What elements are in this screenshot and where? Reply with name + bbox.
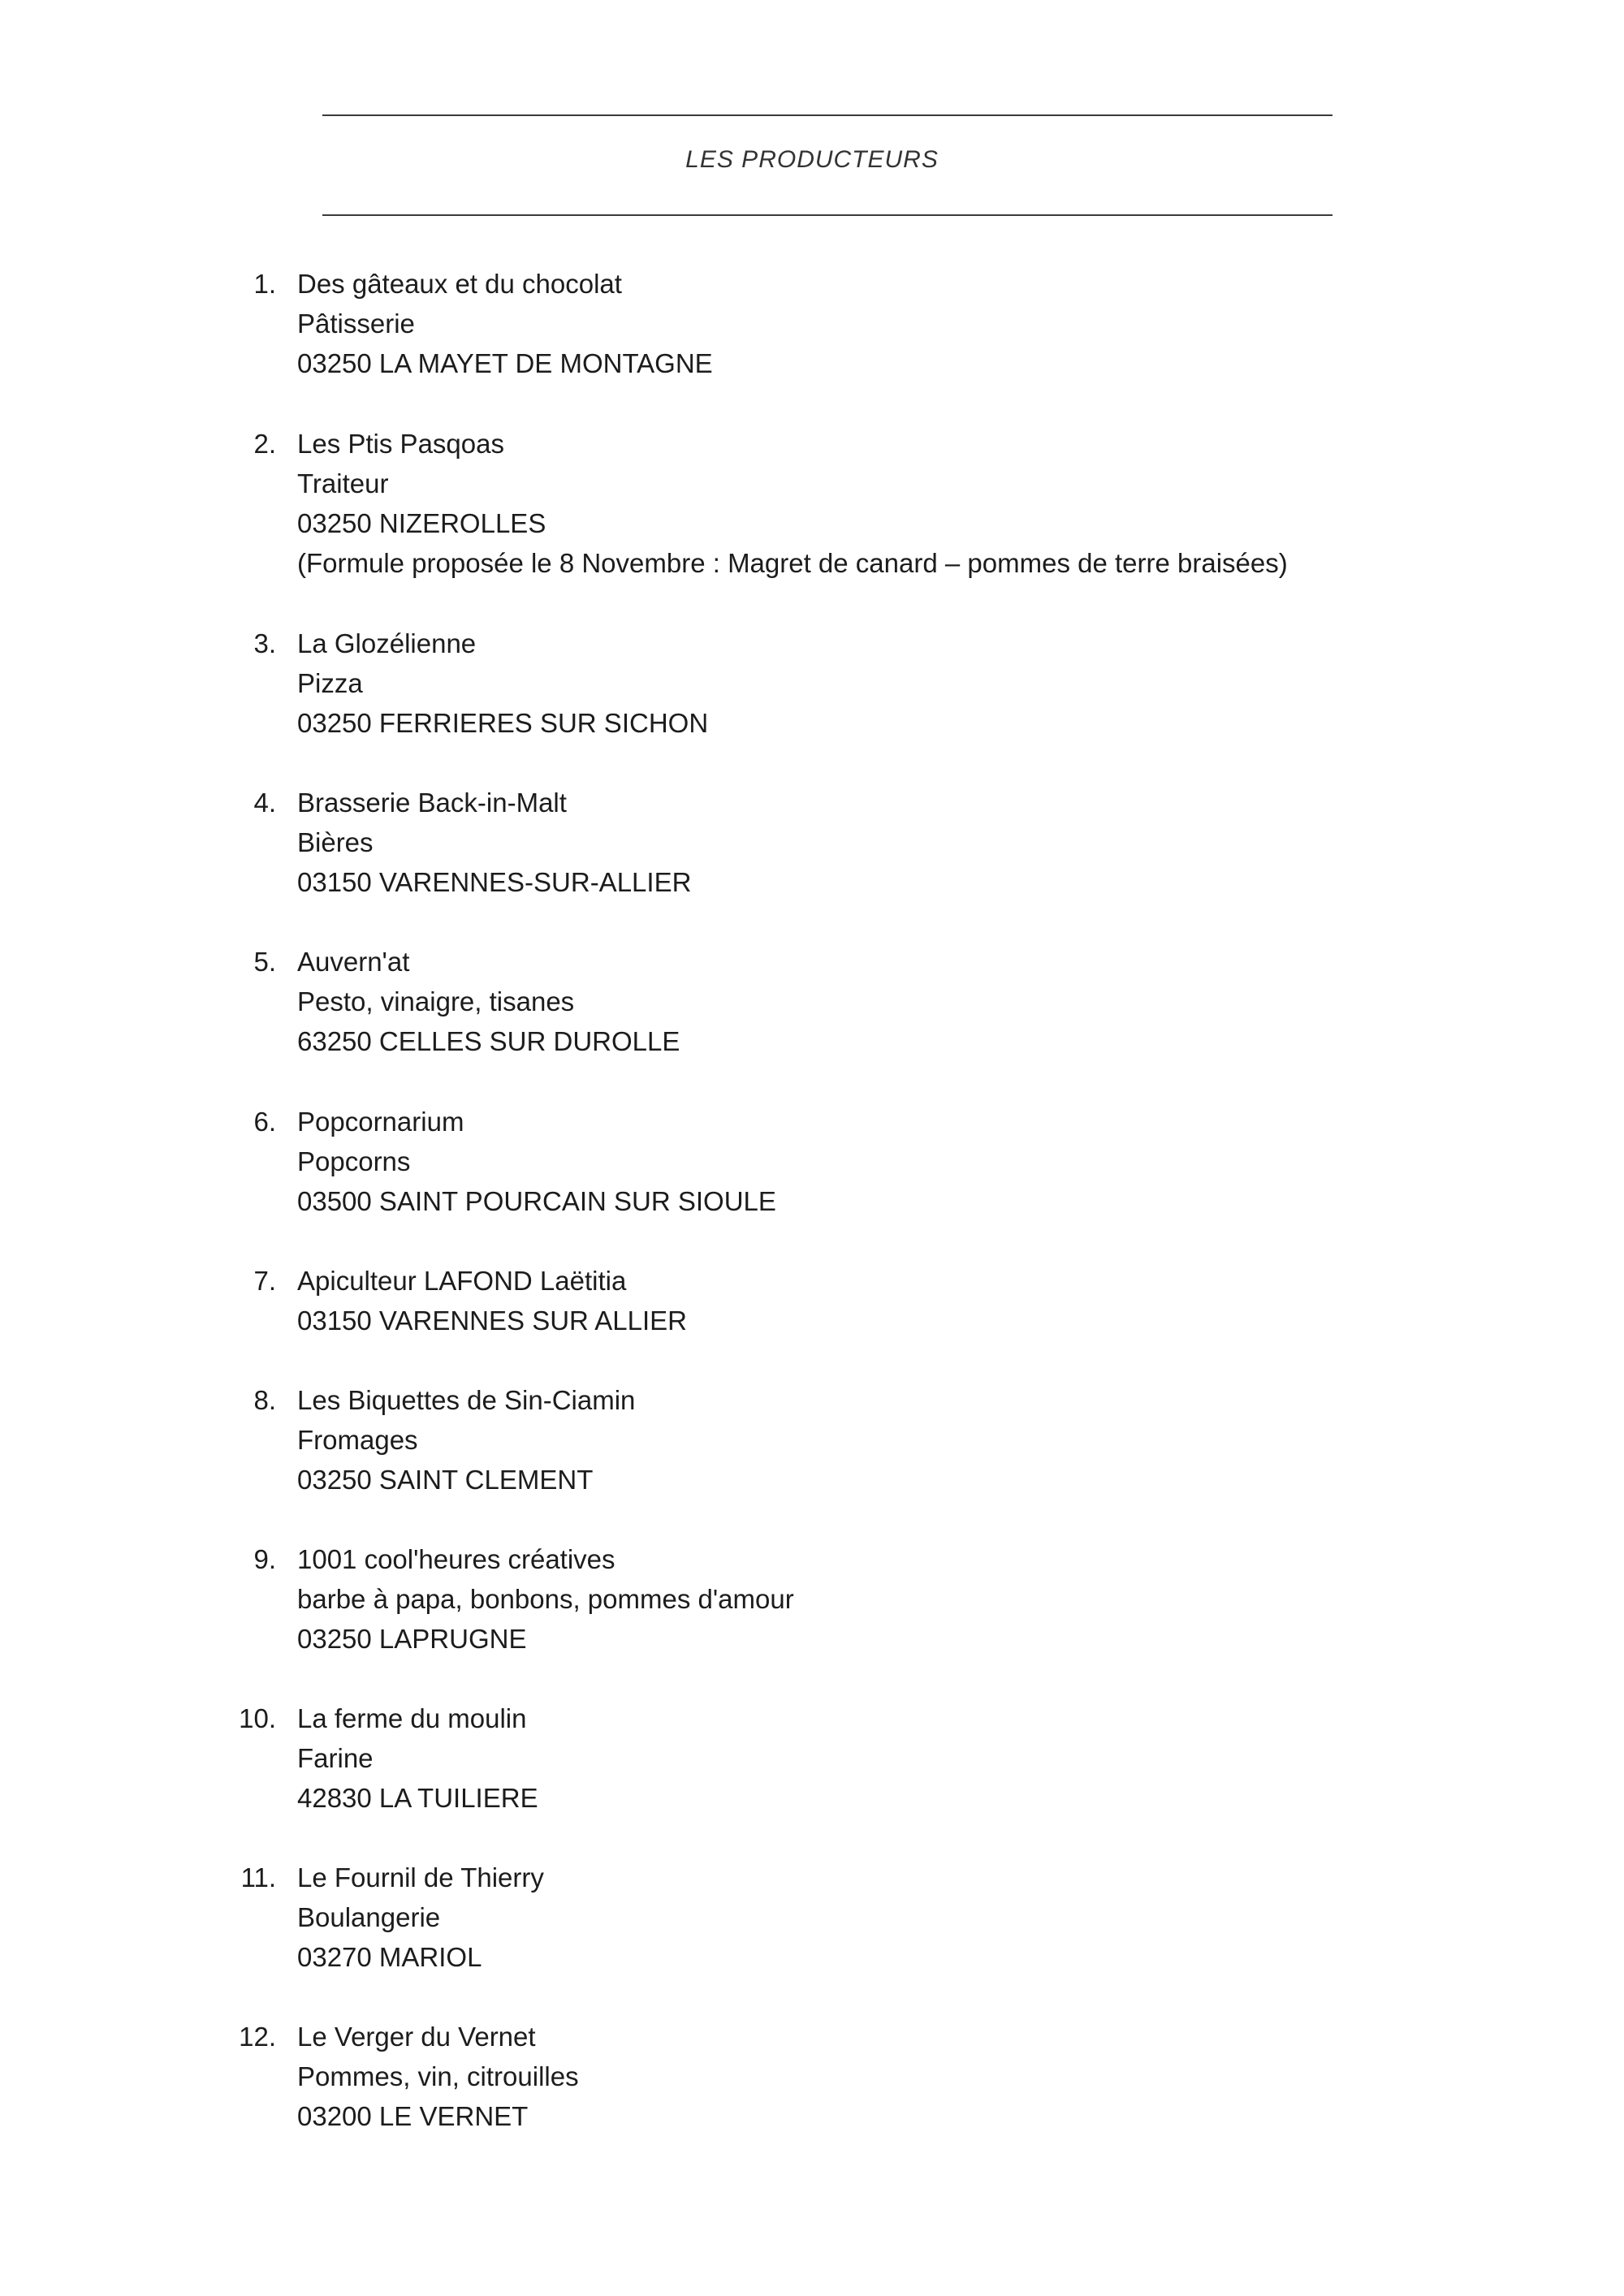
producer-address: 42830 LA TUILIERE	[297, 1783, 538, 1813]
producer-address: 03250 NIZEROLLES	[297, 508, 546, 538]
producer-address: 03150 VARENNES SUR ALLIER	[297, 1306, 687, 1336]
producer-product: Boulangerie	[297, 1902, 441, 1932]
producer-name: Le Verger du Vernet	[297, 2022, 536, 2052]
producer-address: 03250 SAINT CLEMENT	[297, 1465, 594, 1495]
producer-product: Farine	[297, 1743, 374, 1773]
producer-name: La Glozélienne	[297, 628, 477, 658]
producer-name: Apiculteur LAFOND Laëtitia	[297, 1266, 627, 1296]
producer-product: Fromages	[297, 1425, 418, 1455]
entry-number: 8.	[253, 1385, 276, 1415]
producer-name: Brasserie Back-in-Malt	[297, 788, 567, 818]
entry-number: 7.	[253, 1266, 276, 1296]
entry-number: 10.	[239, 1703, 276, 1733]
producer-product: Pommes, vin, citrouilles	[297, 2061, 579, 2091]
producer-address: 03250 LA MAYET DE MONTAGNE	[297, 348, 713, 378]
producer-address: 03500 SAINT POURCAIN SUR SIOULE	[297, 1186, 776, 1216]
producer-name: La ferme du moulin	[297, 1703, 527, 1733]
page-title: LES PRODUCTEURS	[685, 146, 939, 173]
producer-name: Le Fournil de Thierry	[297, 1862, 544, 1892]
producer-address: 03250 FERRIERES SUR SICHON	[297, 708, 709, 738]
producer-product: Pâtisserie	[297, 309, 415, 339]
entry-number: 9.	[253, 1544, 276, 1574]
producer-address: 03200 LE VERNET	[297, 2101, 529, 2131]
producer-name: Les Ptis Pasqoas	[297, 429, 504, 459]
entry-number: 5.	[253, 947, 276, 977]
entry-number: 6.	[253, 1107, 276, 1137]
producer-name: Popcornarium	[297, 1107, 464, 1137]
producer-name: Auvern'at	[297, 947, 410, 977]
entry-number: 3.	[253, 628, 276, 658]
entry-number: 4.	[253, 788, 276, 818]
producer-name: Des gâteaux et du chocolat	[297, 269, 622, 299]
producer-note: (Formule proposée le 8 Novembre : Magret de canard – pommes de terre braisées)	[297, 548, 1288, 578]
entry-number: 11.	[240, 1862, 276, 1892]
producer-name: Les Biquettes de Sin-Ciamin	[297, 1385, 636, 1415]
producer-product: Pizza	[297, 668, 363, 698]
producer-product: Traiteur	[297, 468, 389, 498]
producer-address: 63250 CELLES SUR DUROLLE	[297, 1026, 680, 1056]
producer-product: Popcorns	[297, 1146, 411, 1176]
producer-name: 1001 cool'heures créatives	[297, 1544, 615, 1574]
title-rule-top	[322, 114, 1332, 116]
producer-address: 03150 VARENNES-SUR-ALLIER	[297, 867, 692, 897]
entry-number: 12.	[239, 2022, 276, 2052]
entry-number: 2.	[253, 429, 276, 459]
producer-address: 03270 MARIOL	[297, 1942, 482, 1972]
producer-product: Bières	[297, 827, 374, 857]
producer-product: barbe à papa, bonbons, pommes d'amour	[297, 1584, 794, 1614]
producer-address: 03250 LAPRUGNE	[297, 1624, 527, 1654]
entry-number: 1.	[253, 269, 276, 299]
title-rule-bottom	[322, 214, 1332, 216]
producer-product: Pesto, vinaigre, tisanes	[297, 986, 575, 1016]
